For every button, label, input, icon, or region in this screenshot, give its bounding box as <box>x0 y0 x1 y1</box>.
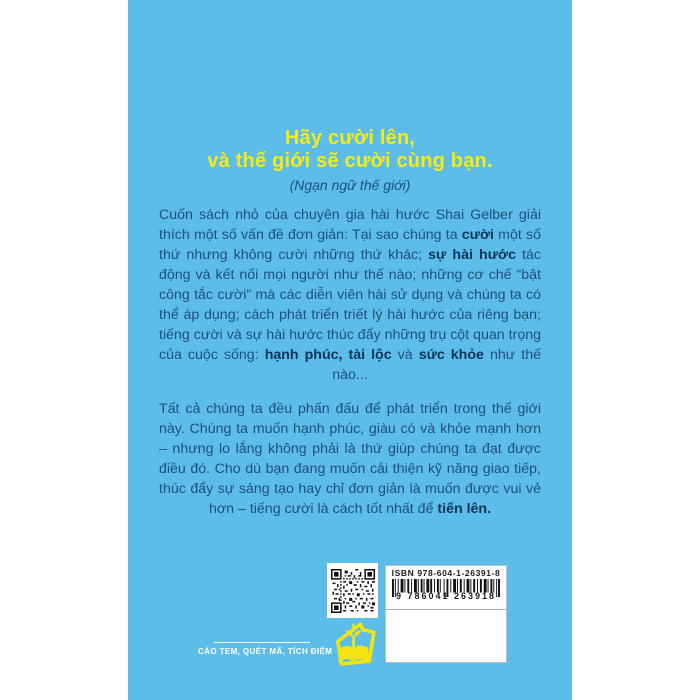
qr-code-sticker <box>327 563 378 618</box>
body-paragraph-1 <box>159 205 541 385</box>
qr-code-icon <box>331 569 375 613</box>
text-run: như thế nào... <box>332 347 541 383</box>
isbn-text: ISBN 978-604-1-26391-8 <box>391 568 501 578</box>
cover-quote-title <box>128 127 572 173</box>
body-paragraph-2 <box>159 399 541 519</box>
highlight-run: sức khỏe <box>418 347 484 363</box>
cover-description <box>159 205 541 519</box>
text-run: một số thứ nhưng không cười những thứ khác; <box>159 227 541 263</box>
text-run: tác động và kết nối mọi người như thế nào; những cơ chế “bật công tắc cười” mà các diễn viên hài sử dụng và chúng ta có thể áp dụng; cách phát triển triết lý hài hước của riêng bạn; tiếng cười và sự hài hước thúc đẩy những trụ cột quan trọng của cuộc sống: <box>159 247 541 363</box>
barcode-section <box>386 566 506 610</box>
loyalty-text: CÀO TEM, QUÉT MÃ, TÍCH ĐIỂM <box>198 647 333 656</box>
ean13-number: 9 786041 263918 <box>395 591 497 601</box>
text-run: Tất cả chúng ta đều phấn đấu để phát triển trong thế giới này. Chúng ta muốn hạnh phúc, giàu có và khỏe mạnh hơn – nhưng lo lắng không phải là thứ giúp chúng ta đạt được điều đó. Cho dù bạn đang muốn cải thiện kỹ năng giao tiếp, thúc đẩy sự sáng tạo hay chỉ đơn giản là muốn được vui vẻ hơn – tiếng cười là cách tốt nhất để <box>159 401 541 517</box>
book-back-cover <box>128 0 572 700</box>
text-run: và <box>391 347 419 363</box>
quote-attribution: (Ngạn ngữ thế giới) <box>289 177 411 193</box>
loyalty-divider <box>214 642 310 643</box>
loyalty-note <box>198 642 333 656</box>
isbn-barcode-label <box>385 565 507 663</box>
quote-line-1: Hãy cười lên, <box>284 127 416 149</box>
text-run: Cuốn sách nhỏ của chuyên gia hài hước Shai Gelber giải thích một số vấn đề đơn giản: Tại sao chúng ta <box>159 207 541 243</box>
publisher-logo <box>327 617 381 673</box>
quote-line-2: và thế giới sẽ cười cùng bạn. <box>207 150 493 172</box>
highlight-run: hạnh phúc, tài lộc <box>264 347 392 363</box>
highlight-run: tiến lên. <box>437 501 492 517</box>
highlight-run: cười <box>461 227 494 243</box>
highlight-run: sự hài hước <box>428 247 516 263</box>
